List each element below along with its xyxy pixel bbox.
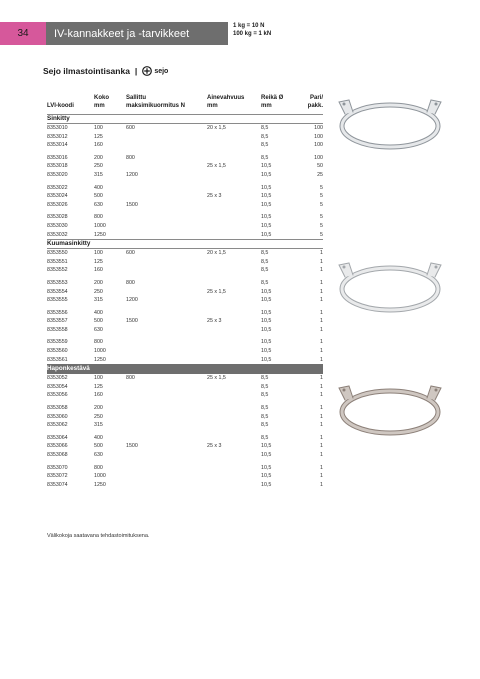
cell-pack: 1 (320, 405, 323, 412)
cell-code: 8353074 (47, 481, 68, 488)
cell-code: 8353022 (47, 184, 68, 191)
cell-size: 315 (94, 171, 103, 178)
cell-load: 800 (126, 279, 135, 286)
cell-pack: 1 (320, 481, 323, 488)
col-code: LVI-koodi (47, 103, 74, 109)
cell-hole: 10,5 (261, 201, 272, 208)
cell-pack: 1 (320, 375, 323, 382)
cell-pack: 1 (320, 392, 323, 399)
cell-size: 1250 (94, 356, 106, 363)
cell-size: 200 (94, 405, 103, 412)
cell-pack: 1 (320, 309, 323, 316)
cell-size: 1250 (94, 481, 106, 488)
cell-size: 800 (94, 464, 103, 471)
cell-hole: 10,5 (261, 222, 272, 229)
cell-pack: 1 (320, 434, 323, 441)
cell-size: 160 (94, 142, 103, 149)
cell-size: 1000 (94, 222, 106, 229)
col-hole-top: Reikä Ø (261, 95, 284, 101)
row-group (47, 464, 323, 490)
cell-pack: 5 (320, 193, 323, 200)
section-title: IV-kannakkeet ja -tarvikkeet (54, 27, 190, 40)
table-row (47, 374, 323, 383)
cell-pack: 5 (320, 231, 323, 238)
cell-code: 8353550 (47, 250, 68, 257)
cell-pack: 1 (320, 288, 323, 295)
hot-dip-galvanized-clamp-image (333, 255, 448, 315)
cell-size: 400 (94, 309, 103, 316)
table-row (47, 338, 323, 347)
cell-pack: 5 (320, 222, 323, 229)
cell-load: 600 (126, 250, 135, 257)
row-group (47, 404, 323, 430)
cell-pack: 1 (320, 443, 323, 450)
table-column-headers (47, 94, 323, 114)
cell-hole: 10,5 (261, 309, 272, 316)
cell-hole: 10,5 (261, 356, 272, 363)
cell-hole: 10,5 (261, 163, 272, 170)
cell-size: 800 (94, 214, 103, 221)
brand-logo-text: sejo (154, 67, 169, 75)
cell-load: 1500 (126, 443, 138, 450)
row-group (47, 213, 323, 239)
cell-pack: 100 (314, 154, 323, 161)
product-title-row (43, 66, 168, 76)
cell-size: 250 (94, 163, 103, 170)
cell-code: 8353557 (47, 318, 68, 325)
cell-pack: 1 (320, 258, 323, 265)
table-row (47, 296, 323, 305)
cell-hole: 10,5 (261, 318, 272, 325)
cell-pack: 1 (320, 348, 323, 355)
table-row (47, 442, 323, 451)
cell-hole: 8,5 (261, 413, 269, 420)
cell-code: 8353553 (47, 279, 68, 286)
cell-hole: 8,5 (261, 405, 269, 412)
cell-pack: 5 (320, 201, 323, 208)
cell-load: 1200 (126, 297, 138, 304)
cell-code: 8353072 (47, 473, 68, 480)
cell-hole: 8,5 (261, 142, 269, 149)
cell-code: 8353555 (47, 297, 68, 304)
cell-size: 630 (94, 201, 103, 208)
table-row (47, 472, 323, 481)
row-group (47, 434, 323, 460)
cell-thickness: 25 x 3 (207, 443, 222, 450)
cell-code: 8353552 (47, 267, 68, 274)
cell-pack: 100 (314, 133, 323, 140)
col-size-unit: mm (94, 103, 105, 109)
table-row (47, 347, 323, 356)
row-group (47, 249, 323, 275)
cell-thickness: 20 x 1,5 (207, 125, 226, 131)
section-header-band (46, 22, 228, 45)
cell-hole: 8,5 (261, 154, 269, 161)
cell-pack: 1 (320, 339, 323, 346)
cell-size: 500 (94, 193, 103, 200)
cell-size: 1250 (94, 231, 106, 238)
cell-pack: 100 (314, 125, 323, 131)
cell-load: 1500 (126, 318, 138, 325)
table-row (47, 413, 323, 422)
cell-pack: 1 (320, 383, 323, 390)
cell-pack: 1 (320, 473, 323, 480)
cell-size: 315 (94, 297, 103, 304)
cell-load: 800 (126, 375, 135, 382)
cell-size: 400 (94, 434, 103, 441)
cell-size: 250 (94, 288, 103, 295)
cell-code: 8353556 (47, 309, 68, 316)
cell-load: 1200 (126, 171, 138, 178)
cell-hole: 8,5 (261, 258, 269, 265)
cell-hole: 10,5 (261, 339, 272, 346)
cell-size: 125 (94, 258, 103, 265)
cell-size: 500 (94, 443, 103, 450)
section-header: Kuumasinkitty (47, 239, 323, 249)
cell-load: 600 (126, 125, 135, 131)
cell-hole: 10,5 (261, 171, 272, 178)
row-group (47, 124, 323, 150)
cell-hole: 10,5 (261, 464, 272, 471)
row-group (47, 184, 323, 210)
cell-code: 8353070 (47, 464, 68, 471)
cell-hole: 8,5 (261, 383, 269, 390)
cell-hole: 8,5 (261, 422, 269, 429)
cell-hole: 8,5 (261, 392, 269, 399)
cell-hole: 10,5 (261, 326, 272, 333)
cell-code: 8353028 (47, 214, 68, 221)
cell-hole: 10,5 (261, 297, 272, 304)
cell-pack: 1 (320, 356, 323, 363)
cell-code: 8353032 (47, 231, 68, 238)
table-row (47, 464, 323, 473)
cell-pack: 25 (317, 171, 323, 178)
cell-code: 8353052 (47, 375, 68, 382)
cell-code: 8353060 (47, 413, 68, 420)
cell-pack: 1 (320, 452, 323, 458)
cell-code: 8353026 (47, 201, 68, 208)
row-group (47, 309, 323, 335)
table-row (47, 326, 323, 335)
table-row (47, 184, 323, 193)
galvanized-clamp-image (333, 92, 448, 152)
cell-hole: 8,5 (261, 267, 269, 274)
page-number: 34 (0, 22, 46, 45)
cell-pack: 1 (320, 318, 323, 325)
cell-hole: 8,5 (261, 250, 269, 257)
cell-code: 8353010 (47, 125, 68, 131)
cell-size: 160 (94, 267, 103, 274)
col-load-top: Sallittu (126, 95, 147, 101)
table-row (47, 356, 323, 365)
cell-size: 200 (94, 154, 103, 161)
cell-thickness: 25 x 1,5 (207, 375, 226, 382)
table-row (47, 133, 323, 142)
cell-code: 8353020 (47, 171, 68, 178)
table-row (47, 201, 323, 210)
cell-hole: 8,5 (261, 133, 269, 140)
table-row (47, 317, 323, 326)
cell-size: 315 (94, 422, 103, 429)
row-group (47, 154, 323, 180)
cell-size: 400 (94, 184, 103, 191)
cell-thickness: 25 x 1,5 (207, 163, 226, 170)
cell-hole: 10,5 (261, 214, 272, 221)
table-row (47, 258, 323, 267)
cell-hole: 10,5 (261, 481, 272, 488)
cell-pack: 1 (320, 267, 323, 274)
cell-code: 8353068 (47, 452, 68, 458)
cell-size: 1000 (94, 473, 106, 480)
cell-code: 8353062 (47, 422, 68, 429)
cell-size: 250 (94, 413, 103, 420)
table-row (47, 288, 323, 297)
cell-code: 8353561 (47, 356, 68, 363)
table-row (47, 266, 323, 275)
cell-code: 8353024 (47, 193, 68, 200)
cell-hole: 10,5 (261, 184, 272, 191)
row-group (47, 279, 323, 305)
table-row (47, 213, 323, 222)
cell-thickness: 25 x 3 (207, 318, 222, 325)
cell-code: 8353016 (47, 154, 68, 161)
cell-size: 500 (94, 318, 103, 325)
cell-pack: 5 (320, 214, 323, 221)
cell-size: 160 (94, 392, 103, 399)
title-separator: | (134, 66, 138, 76)
cell-pack: 50 (317, 163, 323, 170)
col-pack-top: Pari/ (309, 95, 323, 101)
table-row (47, 391, 323, 400)
cell-code: 8353559 (47, 339, 68, 346)
cell-hole: 8,5 (261, 434, 269, 441)
cell-thickness: 25 x 3 (207, 193, 222, 200)
cell-hole: 10,5 (261, 443, 272, 450)
cell-pack: 1 (320, 279, 323, 286)
cell-pack: 1 (320, 297, 323, 304)
cell-size: 125 (94, 383, 103, 390)
cell-hole: 10,5 (261, 473, 272, 480)
cell-thickness: 20 x 1,5 (207, 250, 226, 257)
cell-size: 200 (94, 279, 103, 286)
unit-line-1: 1 kg = 10 N (233, 23, 265, 29)
cell-hole: 10,5 (261, 288, 272, 295)
table-row (47, 192, 323, 201)
row-group (47, 374, 323, 400)
cell-pack: 1 (320, 413, 323, 420)
cell-hole: 8,5 (261, 375, 269, 382)
cell-size: 100 (94, 375, 103, 382)
table-row (47, 141, 323, 150)
section-header: Haponkestävä (47, 364, 323, 374)
cell-thickness: 25 x 1,5 (207, 288, 226, 295)
cell-hole: 10,5 (261, 452, 272, 458)
footnote: Välikokoja saatavana tehdastoimituksena. (47, 533, 150, 539)
cell-hole: 8,5 (261, 279, 269, 286)
sejo-logo-icon (142, 66, 152, 76)
table-row (47, 434, 323, 443)
table-row (47, 222, 323, 231)
cell-size: 125 (94, 133, 103, 140)
cell-hole: 8,5 (261, 125, 269, 131)
cell-pack: 1 (320, 464, 323, 471)
cell-pack: 1 (320, 326, 323, 333)
table-row (47, 249, 323, 258)
cell-code: 8353018 (47, 163, 68, 170)
cell-code: 8353558 (47, 326, 68, 333)
col-thick-unit: mm (207, 103, 218, 109)
unit-conversion (233, 22, 271, 38)
table-row (47, 404, 323, 413)
table-row (47, 279, 323, 288)
cell-hole: 10,5 (261, 231, 272, 238)
table-row (47, 451, 323, 460)
cell-hole: 10,5 (261, 348, 272, 355)
cell-size: 100 (94, 250, 103, 257)
col-hole-unit: mm (261, 103, 272, 109)
table-row (47, 383, 323, 392)
cell-size: 630 (94, 452, 103, 458)
col-pack-bottom: pakk. (307, 103, 323, 109)
cell-code: 8353064 (47, 434, 68, 441)
table-row (47, 124, 323, 133)
col-thick-top: Ainevahvuus (207, 95, 245, 101)
table-row (47, 171, 323, 180)
cell-size: 1000 (94, 348, 106, 355)
row-group (47, 338, 323, 364)
table-row (47, 154, 323, 163)
table-row (47, 309, 323, 318)
cell-size: 800 (94, 339, 103, 346)
cell-code: 8353014 (47, 142, 68, 149)
unit-line-2: 100 kg = 1 kN (233, 31, 272, 37)
cell-size: 630 (94, 326, 103, 333)
col-load-bottom: maksimikuormitus N (126, 103, 186, 109)
product-table (47, 114, 323, 489)
cell-hole: 10,5 (261, 193, 272, 200)
cell-pack: 5 (320, 184, 323, 191)
cell-pack: 1 (320, 422, 323, 429)
cell-load: 800 (126, 154, 135, 161)
table-row (47, 421, 323, 430)
cell-code: 8353054 (47, 383, 68, 390)
cell-code: 8353560 (47, 348, 68, 355)
cell-code: 8353554 (47, 288, 68, 295)
cell-code: 8353066 (47, 443, 68, 450)
table-row (47, 231, 323, 240)
cell-pack: 100 (314, 142, 323, 149)
cell-pack: 1 (320, 250, 323, 257)
cell-code: 8353012 (47, 133, 68, 140)
col-size-top: Koko (94, 95, 109, 101)
cell-code: 8353551 (47, 258, 68, 265)
section-header: Sinkitty (47, 114, 323, 124)
cell-size: 100 (94, 125, 103, 131)
brand-logo (142, 66, 168, 76)
cell-code: 8353030 (47, 222, 68, 229)
table-row (47, 162, 323, 171)
table-row (47, 481, 323, 490)
cell-code: 8353058 (47, 405, 68, 412)
cell-code: 8353056 (47, 392, 68, 399)
acid-proof-clamp-image (333, 378, 448, 438)
cell-load: 1500 (126, 201, 138, 208)
product-title: Sejo ilmastointisanka (43, 66, 130, 76)
